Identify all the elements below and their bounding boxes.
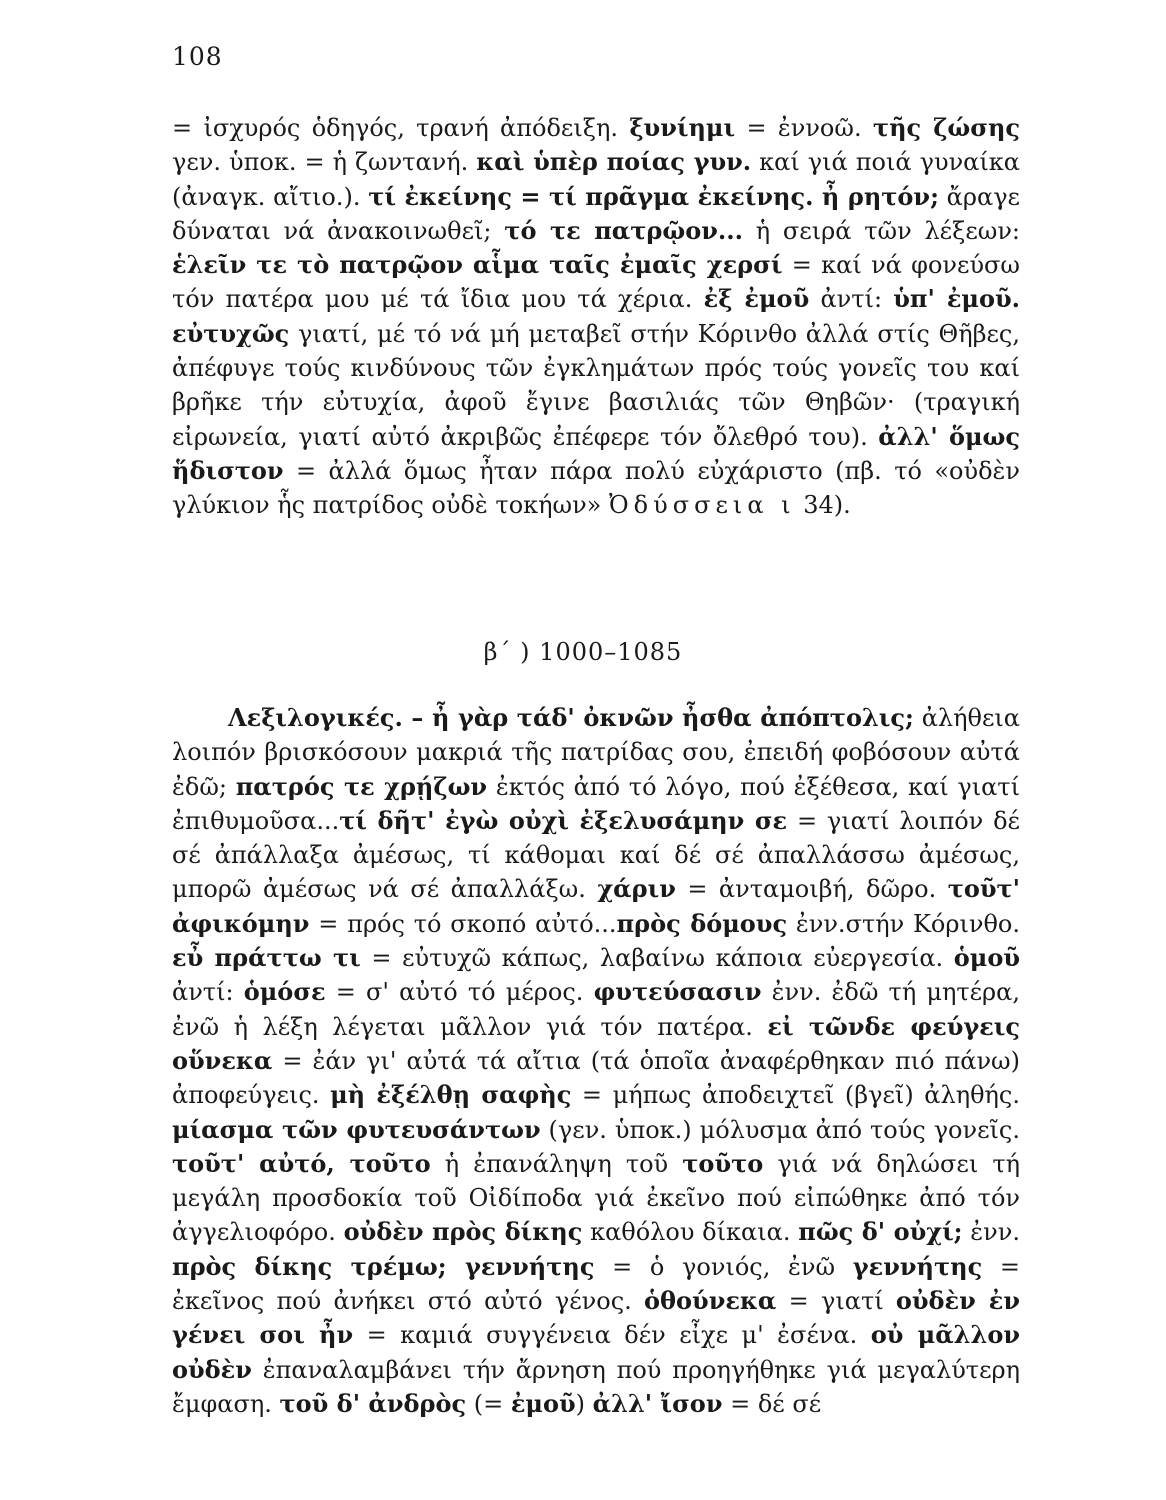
text: = σ' αὐτό τό μέρος. xyxy=(325,978,594,1007)
lemma: φυτεύσασιν xyxy=(593,977,762,1007)
lemma: καὶ ὑπὲρ ποίας γυν. xyxy=(476,147,752,177)
text: γιά νά δηλώσει τή μεγάλη προσδοκία τοῦ Οἰδίποδα γιά ἐκεῖνο πού εἰπώθηκε ἀπό τόν ἀγγελιοφόρο. xyxy=(172,1149,1021,1247)
lemma: πρὸς δόμους xyxy=(616,908,788,938)
text: = ἰσχυρός ὁδηγός, τρανή ἀπόδειξη. xyxy=(172,114,630,142)
text: ἐπαναλαμβάνει τήν ἄρνηση πού προηγήθηκε γιά μεγαλύτερη ἔμφαση. xyxy=(172,1355,1020,1418)
lemma: τοῦτο xyxy=(682,1148,764,1178)
text: γιατί, μέ τό νά μή μεταβεῖ στήν Κόρινθο ἀλλά στίς Θῆβες, ἀπέφυγε τούς κινδύνους τῶν ἐγκλημάτων πρός τούς γονεῖς του καί βρῆκε τήν εὐτυχία, ἀφοῦ ἔγινε βασιλιάς τῶν Θηβῶν· (τραγική εἰρωνεία, γιατί αὐτό ἀκριβῶς ἐπέφερε τόν ὄλεθρό του). xyxy=(172,319,1020,451)
text: = ἀνταμοιβή, δῶρο. xyxy=(675,875,948,904)
lemma: μὴ ἐξέλθῃ σαφὴς xyxy=(330,1080,572,1110)
lemma: ὁθούνεκα xyxy=(644,1286,777,1316)
citation-title: Ὀδύσσεια ι xyxy=(609,491,796,520)
lemma: ἐξ ἐμοῦ xyxy=(703,284,810,314)
text: ἡ ἐπανάληψη τοῦ xyxy=(430,1149,683,1178)
text: = καμιά συγγένεια δέν εἶχε μ' ἐσένα. xyxy=(353,1321,871,1350)
commentary-paragraph-1 xyxy=(172,111,1020,523)
lemma: γεννήτης xyxy=(852,1251,983,1281)
lemma: εἰ τῶνδε φεύγεις οὕνεκα xyxy=(172,1011,1021,1075)
lemma: τί ἐκείνης = τί πρᾶγμα ἐκείνης. ἦ ρητόν; xyxy=(368,181,939,211)
text: ἡ σειρά τῶν λέξεων: xyxy=(742,216,1021,245)
text: ἀλήθεια λοιπόν βρισκόσουν μακριά τῆς πατρίδας σου, ἐπειδή φοβόσουν αὐτά ἐδῶ; xyxy=(172,704,1020,801)
text: (= xyxy=(466,1389,511,1418)
text: = καί νά φονεύσω τόν πατέρα μου μέ τά ἴδια μου τά χέρια. xyxy=(172,251,1020,314)
text: = εὐτυχῶ κάπως, λαβαίνω κάποια εὐεργεσία. xyxy=(360,944,954,973)
text: = ἐκεῖνος πού ἀνήκει στό αὐτό γένος. xyxy=(172,1252,1020,1316)
lemma: τοῦτ' αὐτό, τοῦτο xyxy=(172,1148,431,1178)
text: ἐκτός ἀπό τό λόγο, πού ἐξέθεσα, καί γιατί ἐπιθυμοῦσα... xyxy=(172,772,1020,835)
lemma: ἀλλ' ἴσον xyxy=(592,1388,723,1418)
lemma: πρὸς δίκης τρέμω; γεννήτης xyxy=(172,1251,595,1281)
lemma: μίασμα τῶν φυτευσάντων xyxy=(172,1114,541,1144)
lemma: ὑπ' ἐμοῦ. εὐτυχῶς xyxy=(172,284,1020,348)
lemma: ἐμοῦ xyxy=(510,1388,576,1418)
text: = ἐννοῶ. xyxy=(735,114,873,142)
lemma: ἀλλ' ὅμως ἥδιστον xyxy=(172,421,1020,485)
lemma: ξυνίημι xyxy=(629,113,736,142)
lemma: εὖ πράττω τι xyxy=(172,943,361,973)
text: γεν. ὑποκ. = ἡ ζωντανή. xyxy=(172,148,477,177)
lemma: τί δῆτ' ἐγὼ οὐχὶ ἐξελυσάμην σε xyxy=(339,805,788,835)
text: = ἀλλά ὅμως ἦταν πάρα πολύ εὐχάριστο (πβ. τό «οὐδὲν γλύκιον ἧς πατρίδος οὐδὲ τοκήων» xyxy=(172,456,1020,520)
commentary-paragraph-2 xyxy=(172,701,1020,1421)
text: ἀντί: xyxy=(809,285,894,314)
text: = γιατί xyxy=(776,1287,896,1316)
text: καθόλου δίκαια. xyxy=(582,1218,799,1247)
text: = ὁ γονιός, ἐνῶ xyxy=(594,1252,853,1281)
text: ἄραγε δύναται νά ἀνακοινωθεῖ; xyxy=(172,182,1020,245)
text: καί γιά ποιά γυναίκα (ἀναγκ. αἴτιο.). xyxy=(172,148,1020,211)
lemma: τῆς ζώσης xyxy=(872,113,1021,142)
lemma: χάριν xyxy=(597,874,676,904)
lemma: ἑλεῖν τε τὸ πατρῷον αἷμα ταῖς ἐμαῖς χερσί xyxy=(172,250,783,280)
lemma: ὁμοῦ xyxy=(953,943,1021,973)
text: ) xyxy=(575,1389,593,1418)
text: = πρός τό σκοπό αὐτό... xyxy=(309,909,617,938)
text: ἀντί: xyxy=(172,978,244,1007)
lemma: τό τε πατρῷον... xyxy=(504,215,743,245)
lemma: οὐδὲν ἐν γένει σοι ἦν xyxy=(172,1286,1020,1350)
text: = δέ σέ xyxy=(722,1389,822,1418)
text: ἐνν.στήν Κόρινθο. xyxy=(787,909,1021,938)
lemma: τοῦτ' ἀφικόμην xyxy=(172,874,1021,938)
lemma: ὁμόσε xyxy=(243,977,326,1007)
text: 34). xyxy=(795,491,851,520)
lemma: τοῦ δ' ἀνδρὸς xyxy=(279,1388,467,1418)
text: = μήπως ἀποδειχτεῖ (βγεῖ) ἀληθής. xyxy=(571,1081,1020,1110)
lemma: Λεξιλογικές. – ἦ γὰρ τάδ' ὀκνῶν ἦσθα ἀπόπτολις; xyxy=(228,703,914,732)
lemma: οὐδὲν πρὸς δίκης xyxy=(343,1217,583,1247)
page-number: 108 xyxy=(172,42,223,71)
lemma: πατρός τε χρῄζων xyxy=(235,771,488,801)
text: ἐνν. ἐδῶ τή μητέρα, ἐνῶ ἡ λέξη λέγεται μᾶλλον γιά τόν πατέρα. xyxy=(172,978,1021,1041)
text: = ἐάν γι' αὐτά τά αἴτια (τά ὁποῖα ἀναφέρθηκαν πιό πάνω) ἀποφεύγεις. xyxy=(172,1046,1020,1110)
section-heading: β΄ ) 1000–1085 xyxy=(483,638,683,666)
lemma: οὐ μᾶλλον οὐδὲν xyxy=(172,1320,1020,1384)
lemma: πῶς δ' οὐχί; xyxy=(798,1217,963,1247)
text: ἐνν. xyxy=(962,1218,1020,1247)
text: = γιατί λοιπόν δέ σέ ἀπάλλαξα ἀμέσως, τί κάθομαι καί δέ σέ ἀπαλλάσσω ἀμέσως, μπορῶ ἀμέσως νά σέ ἀπαλλάξω. xyxy=(172,806,1020,904)
text: (γεν. ὑποκ.) μόλυσμα ἀπό τούς γονεῖς. xyxy=(540,1115,1020,1144)
